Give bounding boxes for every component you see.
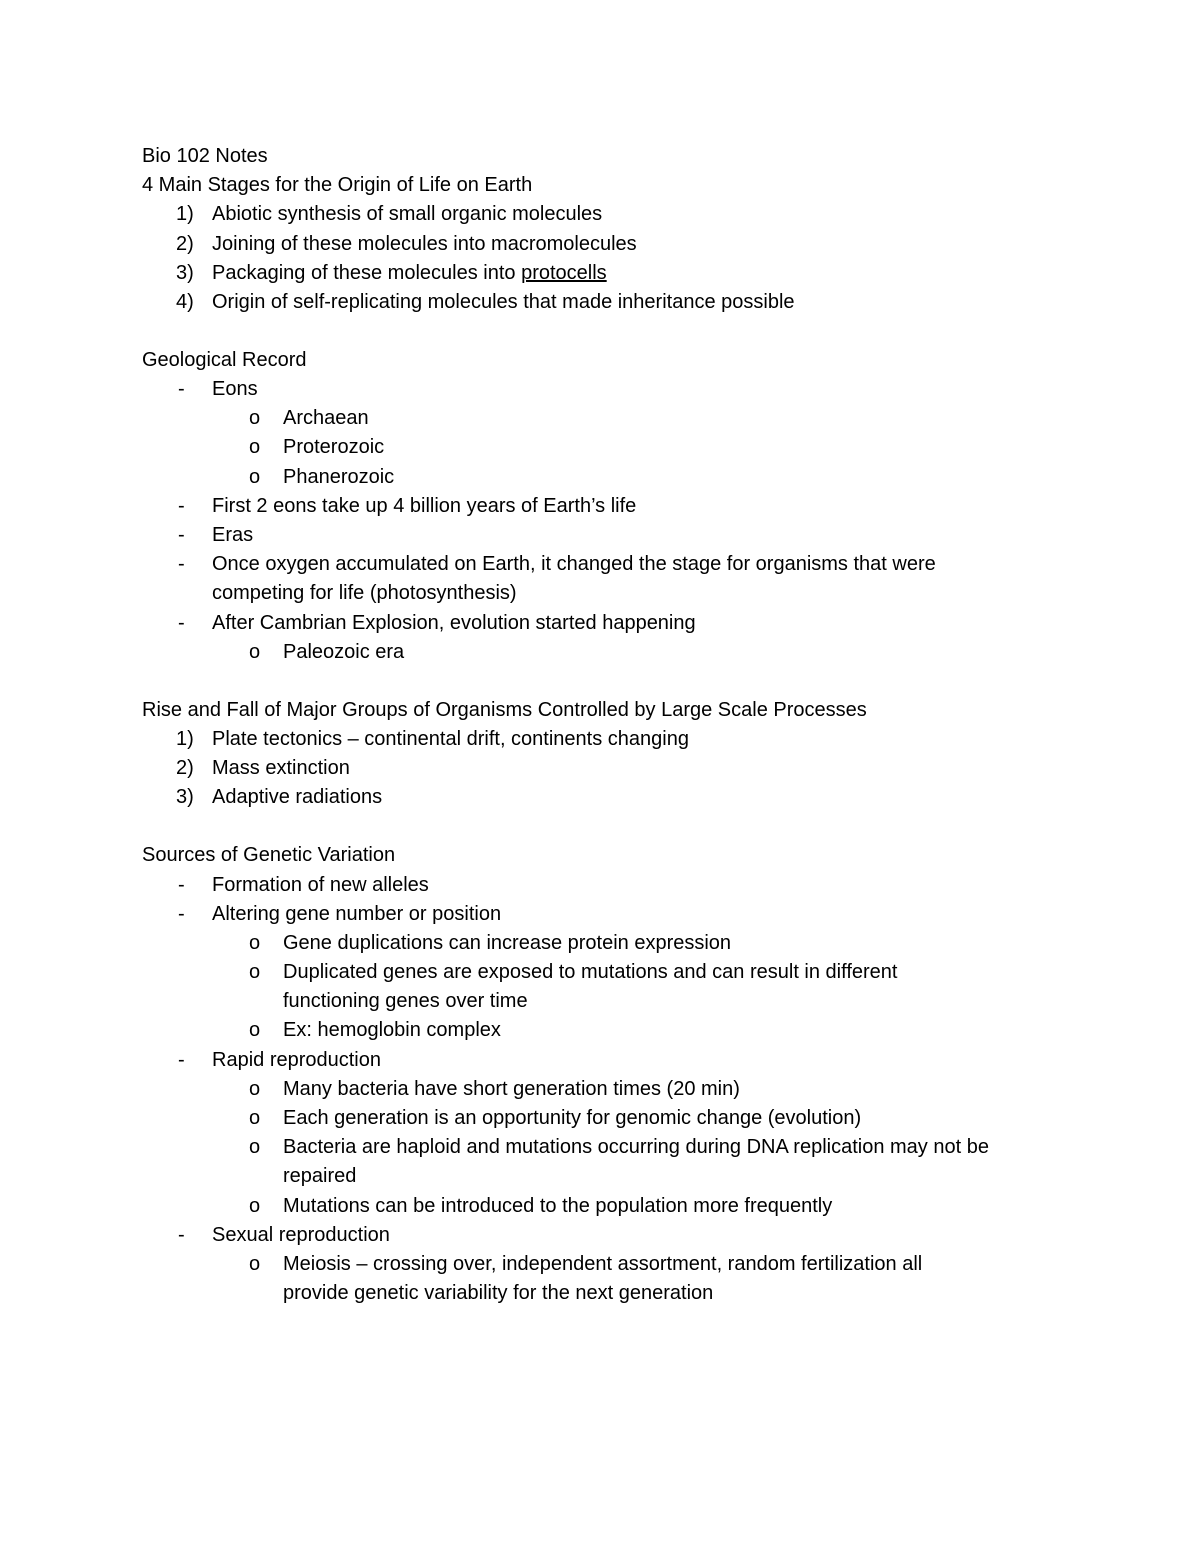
circle-bullet: o	[249, 1136, 261, 1159]
list-number: 2)	[176, 757, 194, 780]
section-heading-rise-and-fall: Rise and Fall of Major Groups of Organisms Controlled by Large Scale Processes	[142, 698, 867, 721]
list-item	[142, 375, 1082, 404]
section-heading-geological-record: Geological Record	[142, 348, 307, 371]
sub-item-text: Gene duplications can increase protein expression	[283, 931, 732, 954]
section-heading-origin-of-life: 4 Main Stages for the Origin of Life on Earth	[142, 174, 533, 197]
dash-bullet: -	[178, 378, 185, 401]
list-item-text: Adaptive radiations	[212, 786, 383, 809]
list-item	[142, 288, 1082, 317]
sub-item-text: Paleozoic era	[283, 640, 405, 663]
sub-list-item-continuation	[142, 1162, 1082, 1191]
sub-list-item	[142, 404, 1082, 433]
list-item	[142, 492, 1082, 521]
list-number: 2)	[176, 232, 194, 255]
circle-bullet: o	[249, 931, 261, 954]
list-item-text: Plate tectonics – continental drift, continents changing	[212, 727, 689, 750]
list-item	[142, 550, 1082, 579]
list-item-text: Abiotic synthesis of small organic molecules	[212, 203, 603, 226]
list-item	[142, 754, 1082, 783]
list-item	[142, 230, 1082, 259]
list-item-text: Sexual reproduction	[212, 1223, 390, 1246]
sub-item-text: Bacteria are haploid and mutations occurring during DNA replication may not be	[283, 1136, 989, 1159]
sub-item-text: Each generation is an opportunity for genomic change (evolution)	[283, 1107, 862, 1130]
circle-bullet: o	[249, 1252, 261, 1275]
sub-list-item	[142, 463, 1082, 492]
circle-bullet: o	[249, 407, 261, 430]
list-item	[142, 200, 1082, 229]
notes-body	[142, 142, 1082, 1308]
sub-list-item	[142, 1250, 1082, 1279]
dash-bullet: -	[178, 1223, 185, 1246]
sub-item-text: functioning genes over time	[283, 990, 528, 1013]
list-item-text: Eons	[212, 378, 258, 401]
list-number: 1)	[176, 727, 194, 750]
sub-list-item	[142, 1104, 1082, 1133]
list-item-text: First 2 eons take up 4 billion years of Earth’s life	[212, 494, 637, 517]
sub-list-item-continuation	[142, 987, 1082, 1016]
sub-item-text: Proterozoic	[283, 436, 385, 459]
list-item-text: Joining of these molecules into macromolecules	[212, 232, 637, 255]
dash-bullet: -	[178, 494, 185, 517]
list-item	[142, 725, 1082, 754]
sub-list-item	[142, 929, 1082, 958]
list-item	[142, 609, 1082, 638]
dash-bullet: -	[178, 524, 185, 547]
circle-bullet: o	[249, 436, 261, 459]
circle-bullet: o	[249, 1194, 261, 1217]
list-item-text: Altering gene number or position	[212, 902, 502, 925]
dash-bullet: -	[178, 553, 185, 576]
circle-bullet: o	[249, 1077, 261, 1100]
sub-item-text: provide genetic variability for the next generation	[283, 1282, 714, 1305]
circle-bullet: o	[249, 640, 261, 663]
list-number: 3)	[176, 786, 194, 809]
circle-bullet: o	[249, 465, 261, 488]
list-item	[142, 259, 1082, 288]
sub-list-item	[142, 1075, 1082, 1104]
list-item	[142, 871, 1082, 900]
list-item-text: After Cambrian Explosion, evolution started happening	[212, 611, 696, 634]
circle-bullet: o	[249, 961, 261, 984]
sub-list-item	[142, 638, 1082, 667]
sub-item-text: repaired	[283, 1165, 357, 1188]
underlined-term: protocells	[521, 261, 607, 284]
blank-line	[142, 317, 1082, 346]
dash-bullet: -	[178, 1048, 185, 1071]
list-item-text: Packaging of these molecules into	[212, 261, 522, 284]
sub-item-text: Phanerozoic	[283, 465, 395, 488]
list-item	[142, 1046, 1082, 1075]
sub-item-text: Mutations can be introduced to the population more frequently	[283, 1194, 833, 1217]
list-number: 3)	[176, 261, 194, 284]
list-item-text: Once oxygen accumulated on Earth, it changed the stage for organisms that were	[212, 553, 936, 576]
list-item-text: Eras	[212, 524, 254, 547]
list-item-text: Rapid reproduction	[212, 1048, 381, 1071]
sub-list-item	[142, 1192, 1082, 1221]
sub-item-text: Ex: hemoglobin complex	[283, 1019, 501, 1042]
sub-list-item	[142, 1133, 1082, 1162]
list-item-text: competing for life (photosynthesis)	[212, 582, 517, 605]
section-heading-genetic-variation: Sources of Genetic Variation	[142, 844, 396, 867]
sub-item-text: Meiosis – crossing over, independent assortment, random fertilization all	[283, 1252, 923, 1275]
list-number: 4)	[176, 290, 194, 313]
document-title: Bio 102 Notes	[142, 145, 268, 167]
list-item	[142, 783, 1082, 812]
sub-list-item	[142, 433, 1082, 462]
dash-bullet: -	[178, 902, 185, 925]
list-item	[142, 1221, 1082, 1250]
sub-list-item-continuation	[142, 1279, 1082, 1308]
sub-item-text: Many bacteria have short generation times (20 min)	[283, 1077, 740, 1100]
blank-line	[142, 813, 1082, 842]
sub-list-item	[142, 1016, 1082, 1045]
list-number: 1)	[176, 203, 194, 226]
circle-bullet: o	[249, 1107, 261, 1130]
list-item-text: Mass extinction	[212, 757, 350, 780]
dash-bullet: -	[178, 611, 185, 634]
list-item	[142, 521, 1082, 550]
sub-item-text: Archaean	[283, 407, 369, 430]
list-item	[142, 900, 1082, 929]
list-item-text: Formation of new alleles	[212, 873, 429, 896]
sub-list-item	[142, 958, 1082, 987]
circle-bullet: o	[249, 1019, 261, 1042]
list-item-continuation	[142, 579, 1082, 608]
sub-item-text: Duplicated genes are exposed to mutations and can result in different	[283, 961, 898, 984]
list-item-text: Origin of self-replicating molecules that made inheritance possible	[212, 290, 795, 313]
dash-bullet: -	[178, 873, 185, 896]
blank-line	[142, 667, 1082, 696]
